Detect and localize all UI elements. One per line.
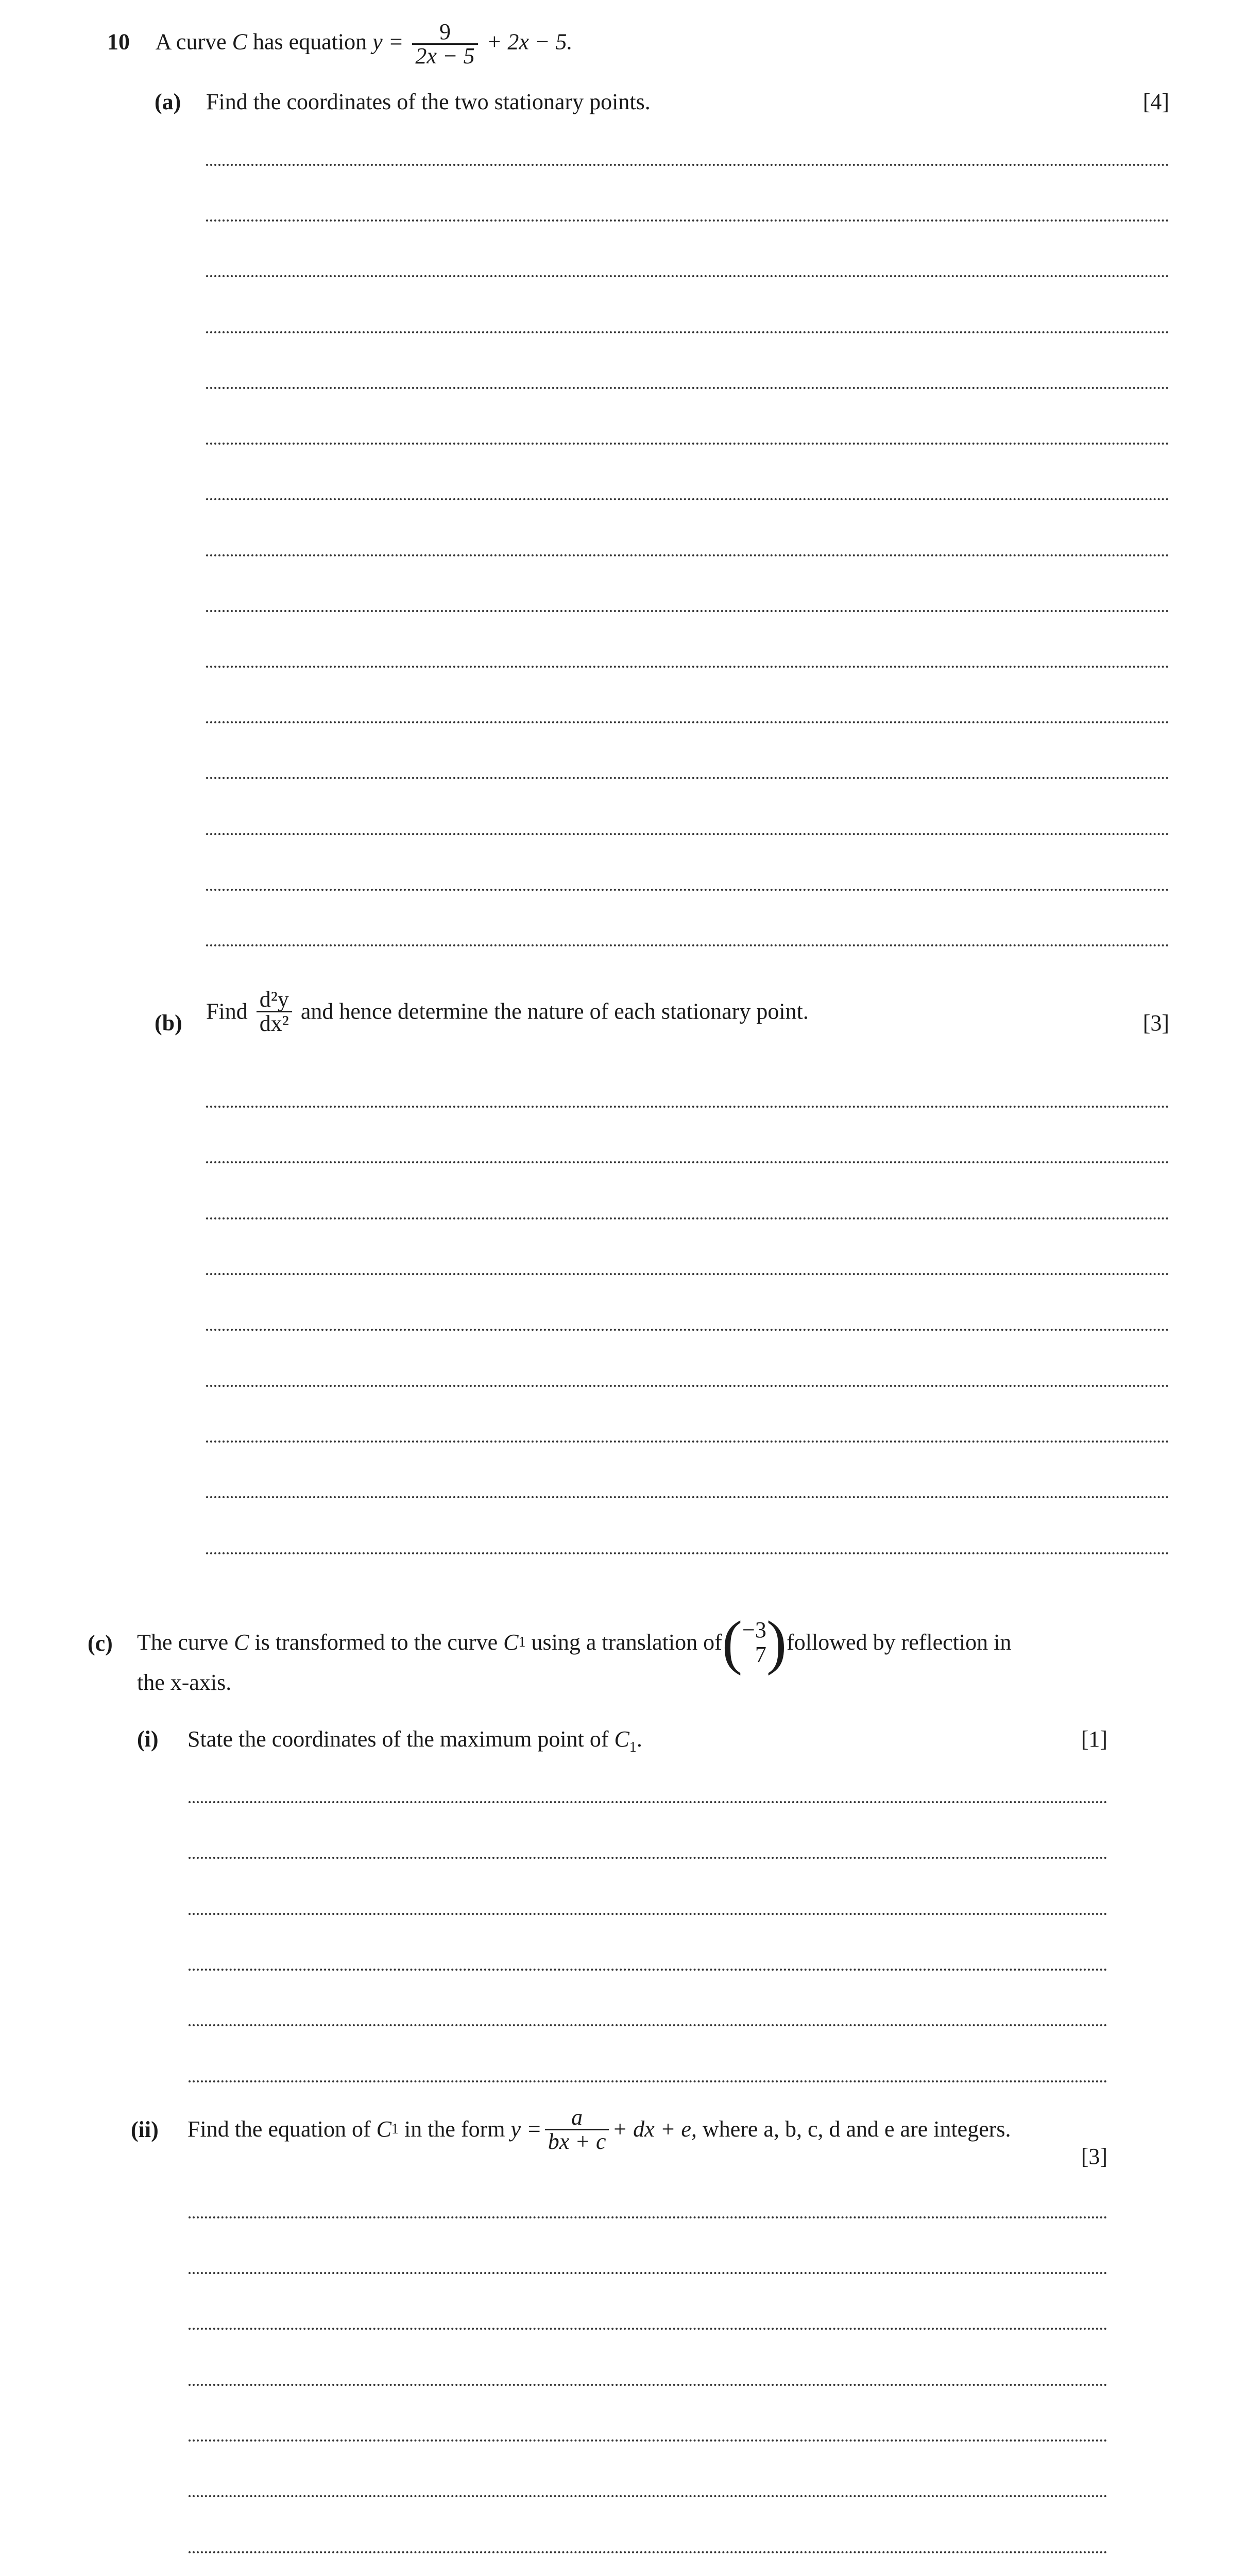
part-c-i-label: (i) [137, 1726, 159, 1752]
part-b-label: (b) [155, 1010, 182, 1036]
stem-prefix: A curve [155, 29, 227, 55]
answer-line[interactable] [206, 1161, 1169, 1163]
equation-numerator: 9 [439, 19, 451, 44]
part-c-ii-text [187, 2101, 1011, 2158]
part-c-text5: the x-axis. [137, 1670, 232, 1695]
vector-left-paren: ( [722, 1608, 743, 1676]
stem-suffix: has equation [253, 29, 367, 55]
answer-line[interactable] [206, 1273, 1169, 1275]
part-c-c1: C [503, 1630, 519, 1655]
answer-line[interactable] [189, 2272, 1107, 2274]
answer-line[interactable] [189, 2328, 1107, 2330]
part-a-text: Find the coordinates of the two stationary points. [206, 89, 651, 114]
part-c-text1: The curve [137, 1630, 229, 1655]
answer-line[interactable] [206, 889, 1169, 891]
part-c-ii-tail: + dx + e, [612, 2116, 697, 2142]
answer-line[interactable] [189, 2439, 1107, 2442]
part-c-ii-label: (ii) [131, 2117, 159, 2142]
answer-line[interactable] [206, 666, 1169, 668]
answer-line[interactable] [206, 1329, 1169, 1331]
part-b-question [206, 988, 809, 1035]
answer-line[interactable] [206, 833, 1169, 835]
answer-line[interactable] [206, 498, 1169, 500]
part-c-i-text [187, 1726, 642, 1761]
part-c-c1-sub: 1 [518, 1634, 526, 1650]
answer-line[interactable] [206, 1440, 1169, 1443]
derivative-numerator: d²y [259, 987, 289, 1012]
part-c-text3: using a translation of [531, 1630, 722, 1655]
second-derivative [257, 988, 292, 1035]
answer-line[interactable] [206, 610, 1169, 612]
part-a-label: (a) [155, 89, 181, 114]
answer-line[interactable] [206, 387, 1169, 389]
part-c-i-c1: C [614, 1726, 629, 1752]
question-stem [107, 21, 573, 67]
answer-line[interactable] [189, 2551, 1107, 2553]
vector-bottom: 7 [755, 1642, 766, 1667]
part-c-ii-denominator: bx + c [545, 2129, 609, 2153]
answer-line[interactable] [189, 2495, 1107, 2497]
part-c-i-end: . [636, 1726, 642, 1752]
equation-tail: + 2x − 5. [486, 29, 573, 55]
answer-line[interactable] [206, 1385, 1169, 1387]
equation-denominator: 2x − 5 [412, 43, 477, 67]
answer-line[interactable] [206, 1552, 1169, 1554]
answer-line[interactable] [189, 2216, 1107, 2218]
vector-right-paren: ) [766, 1608, 787, 1676]
part-c-ii-y: y = [510, 2116, 542, 2142]
answer-line[interactable] [189, 1913, 1107, 1915]
answer-line[interactable] [206, 1106, 1169, 1108]
answer-line[interactable] [189, 2080, 1107, 2082]
answer-line[interactable] [206, 331, 1169, 333]
answer-line[interactable] [189, 1801, 1107, 1803]
derivative-denominator: dx² [257, 1011, 292, 1035]
part-b-marks: [3] [1142, 1010, 1169, 1036]
part-c-ii-text2: in the form [404, 2116, 505, 2142]
answer-line[interactable] [206, 275, 1169, 277]
answer-line[interactable] [206, 164, 1169, 166]
answer-line[interactable] [206, 554, 1169, 556]
answer-line[interactable] [206, 721, 1169, 723]
part-c-i-question: State the coordinates of the maximum point of [187, 1726, 609, 1752]
answer-line[interactable] [206, 443, 1169, 445]
part-c-i-marks: [1] [1081, 1726, 1107, 1752]
answer-line[interactable] [206, 1496, 1169, 1498]
part-c-label: (c) [88, 1631, 113, 1656]
answer-line[interactable] [206, 1217, 1169, 1219]
part-c-i-c1-sub: 1 [629, 1739, 637, 1755]
part-c-ii-fraction [545, 2106, 609, 2153]
question-number: 10 [107, 29, 130, 55]
answer-line[interactable] [189, 2024, 1107, 2026]
equation-fraction [412, 21, 477, 67]
part-c-ii-c1: C [376, 2116, 391, 2142]
part-b-text: and hence determine the nature of each stationary point. [300, 998, 809, 1024]
vector-top: −3 [742, 1617, 766, 1642]
answer-line[interactable] [206, 777, 1169, 779]
answer-line[interactable] [189, 1969, 1107, 1971]
part-c-text4: followed by reflection in [787, 1630, 1012, 1655]
part-c-ii-text3: where a, b, c, d and e are integers. [702, 2116, 1011, 2142]
part-c-curve: C [234, 1630, 249, 1655]
part-c-text-line1 [137, 1606, 1011, 1679]
part-b-find: Find [206, 998, 248, 1024]
equation-y: y = [372, 29, 404, 55]
answer-line[interactable] [189, 1857, 1107, 1859]
part-c-ii-text1: Find the equation of [187, 2116, 371, 2142]
curve-name: C [232, 29, 247, 55]
answer-line[interactable] [206, 219, 1169, 222]
part-c-text2: is transformed to the curve [254, 1630, 498, 1655]
part-c-ii-c1-sub: 1 [391, 2121, 399, 2137]
part-a-marks: [4] [1142, 89, 1169, 114]
part-c-ii-numerator: a [571, 2104, 583, 2130]
part-c-ii-marks: [3] [1081, 2144, 1107, 2169]
answer-line[interactable] [189, 2384, 1107, 2386]
answer-line[interactable] [206, 944, 1169, 946]
translation-vector [742, 1618, 766, 1667]
